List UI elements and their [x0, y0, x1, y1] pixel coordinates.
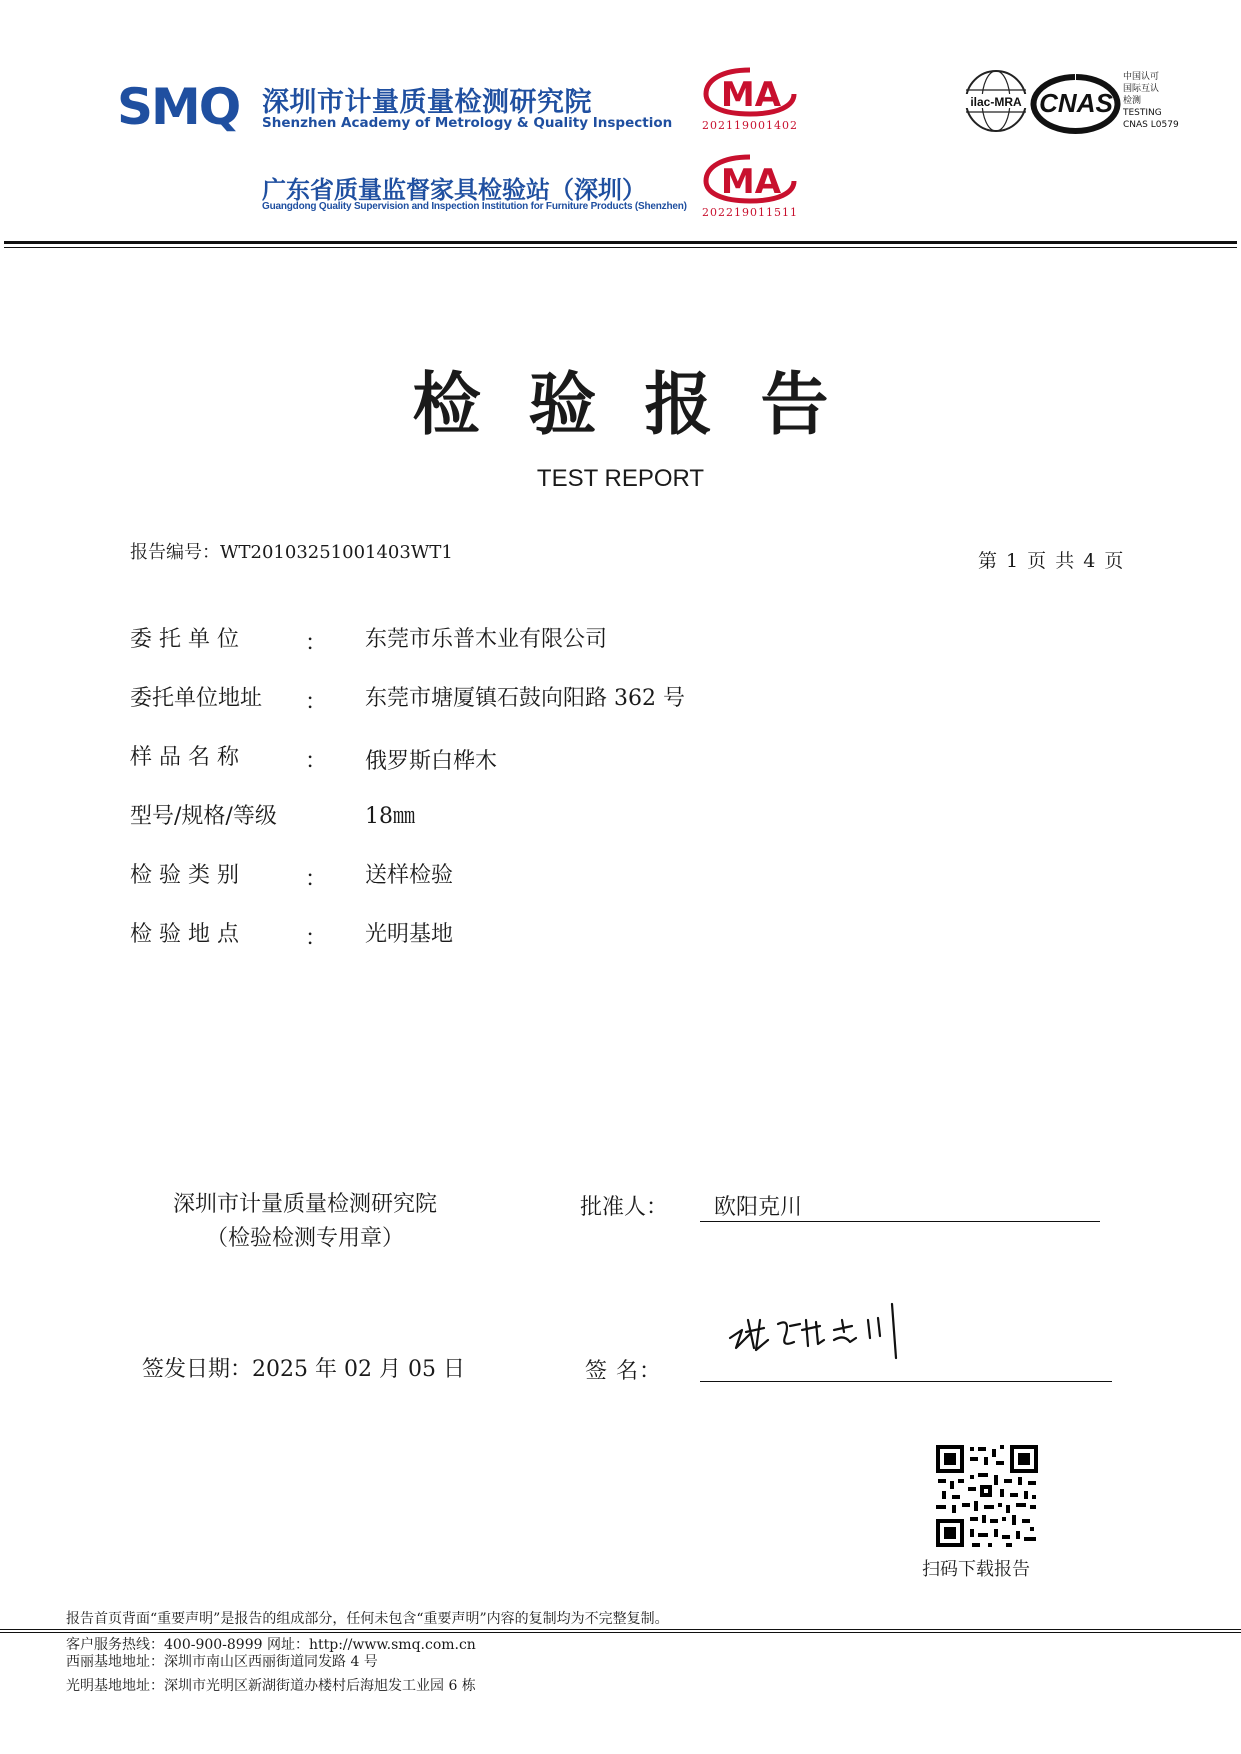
approver-name: 欧阳克川 [714, 1195, 803, 1220]
field-label: 委 托 单 位 [130, 627, 239, 652]
field-colon: ： [305, 631, 328, 656]
report-number: 报告编号：WT20103251001403WT1 [130, 542, 453, 563]
svg-text:MA: MA [720, 75, 782, 115]
field-value: 东莞市塘厦镇石鼓向阳路 362 号 [365, 686, 685, 711]
cma-logo-icon [702, 66, 798, 118]
report-title-cn: 检验报告 [412, 366, 877, 445]
field-value: 俄罗斯白桦木 [365, 749, 498, 774]
field-label: 委托单位地址 [130, 686, 263, 711]
qr-caption: 扫码下载报告 [922, 1559, 1030, 1580]
page-indicator: 第 1 页 共 4 页 [978, 550, 1124, 572]
field-colon: ： [305, 867, 328, 892]
signature-label: 签 名： [585, 1359, 662, 1384]
footer-divider [0, 1632, 1241, 1633]
cma-number: 202119001402 [702, 119, 798, 132]
cma-logo-icon [702, 153, 798, 205]
signature-underline [700, 1381, 1112, 1382]
field-colon: ： [305, 926, 328, 951]
station-name-cn: 广东省质量监督家具检验站（深圳） [262, 176, 646, 204]
header-divider [4, 247, 1237, 248]
field-label: 检 验 类 别 [130, 863, 239, 888]
ilac-globe-icon [963, 68, 1029, 134]
field-label: 样 品 名 称 [130, 745, 239, 770]
field-value: 18㎜ [365, 804, 415, 829]
field-label: 检 验 地 点 [130, 922, 239, 947]
issue-date: 签发日期：2025 年 02 月 05 日 [142, 1357, 465, 1382]
ilac-mra-logo [963, 68, 1029, 138]
field-colon: ： [305, 749, 328, 774]
field-value: 送样检验 [365, 863, 454, 888]
cma-mark [702, 153, 798, 219]
qr-code-icon[interactable] [934, 1443, 1040, 1549]
footer-divider [0, 1629, 1241, 1630]
cnas-logo [1030, 74, 1122, 138]
field-value: 东莞市乐普木业有限公司 [365, 627, 608, 652]
issuing-org-seal-text [150, 1188, 460, 1256]
footer-address-xili: 西丽基地地址：深圳市南山区西丽街道同发路 4 号 [66, 1654, 378, 1670]
svg-text:CNAS: CNAS [1039, 88, 1113, 118]
svg-text:MA: MA [720, 162, 782, 202]
handwritten-signature [720, 1290, 920, 1370]
footer-address-guangming: 光明基地地址：深圳市光明区新湖街道办楼村后海旭发工业园 6 栋 [66, 1678, 476, 1694]
field-value: 光明基地 [365, 922, 454, 947]
svg-text:ilac-MRA: ilac-MRA [970, 95, 1022, 109]
field-label: 型号/规格/等级 [130, 804, 277, 829]
institute-name-cn: 深圳市计量质量检测研究院 [262, 87, 592, 118]
field-colon: ： [305, 690, 328, 715]
cma-mark [702, 66, 798, 132]
station-name-en: Guangdong Quality Supervision and Inspection Institution for Furniture Products (Shenzhen) [262, 201, 687, 212]
report-title-en: TEST REPORT [536, 465, 705, 492]
smq-logo: SMQ [117, 78, 240, 136]
institute-name-en: Shenzhen Academy of Metrology & Quality Inspection [262, 115, 673, 131]
approver-label: 批准人： [580, 1195, 669, 1220]
cnas-side-text: 中国认可 国际互认 检测 TESTING CNAS L0579 [1123, 72, 1179, 130]
footer-hotline: 客户服务热线：400-900-8999 网址：http://www.smq.com.cn [66, 1637, 476, 1653]
header-divider [4, 241, 1237, 244]
seal-caption: （检验检测专用章） [205, 1226, 404, 1251]
footer-statement: 报告首页背面“重要声明”是报告的组成部分，任何未包含“重要声明”内容的复制均为不完整复制。 [66, 1611, 669, 1627]
org-name: 深圳市计量质量检测研究院 [172, 1192, 437, 1217]
cma-number: 202219011511 [702, 206, 798, 219]
cnas-emblem-icon [1030, 74, 1122, 134]
approver-underline [700, 1221, 1100, 1222]
